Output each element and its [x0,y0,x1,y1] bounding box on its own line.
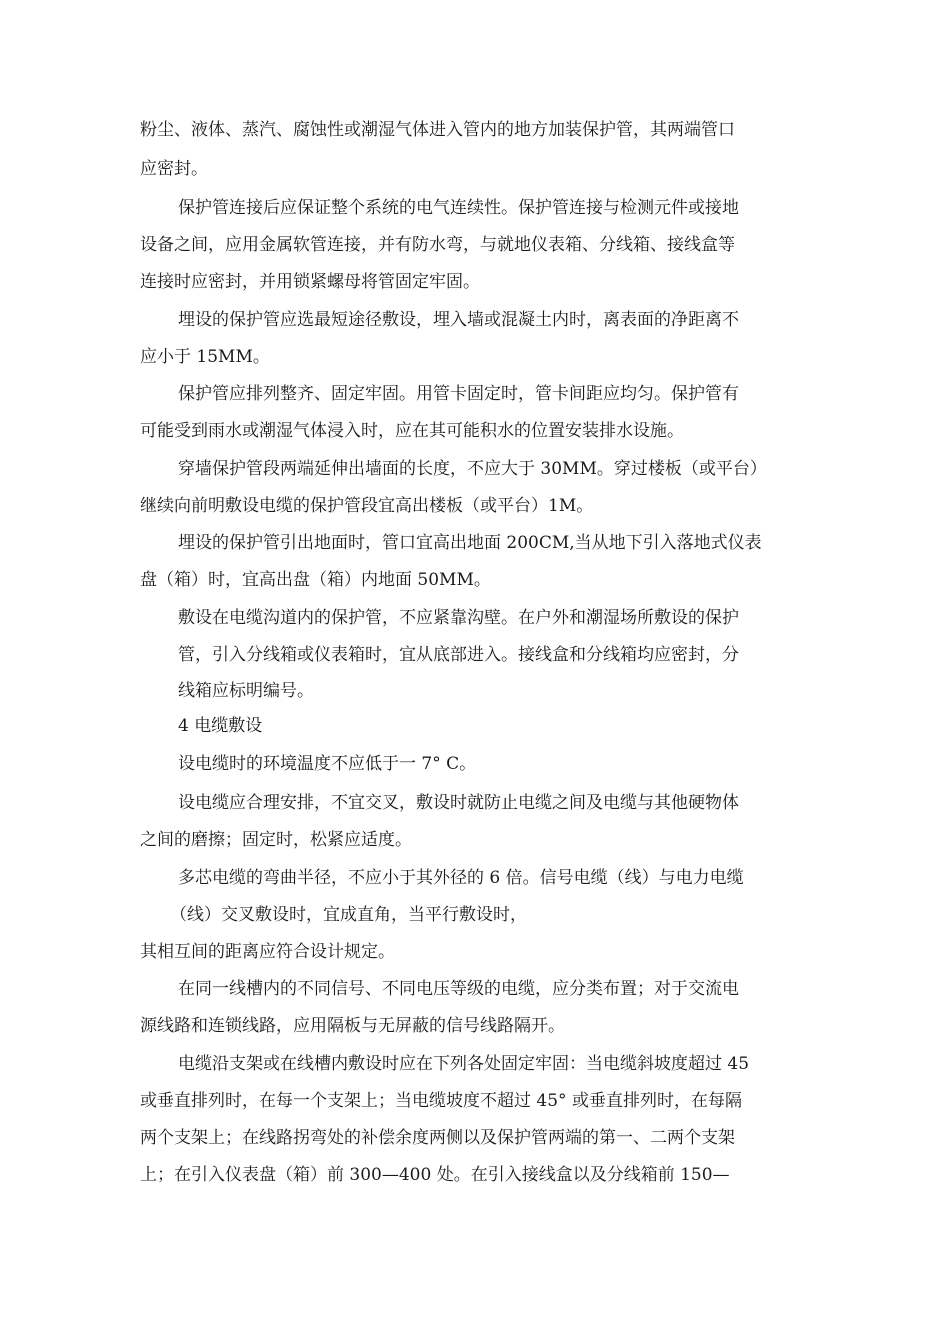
text-line: 设备之间，应用金属软管连接，并有防水弯，与就地仪表箱、分线箱、接线盒等 [140,235,735,255]
text-line: 敷设在电缆沟道内的保护管，不应紧靠沟壁。在户外和潮湿场所敷设的保护 [178,608,739,628]
text-line: 上；在引入仪表盘（箱）前 300—400 处。在引入接线盒以及分线箱前 150— [140,1165,730,1185]
text-line: 可能受到雨水或潮湿气体浸入时，应在其可能积水的位置安装排水设施。 [140,421,684,441]
text-line: 电缆沿支架或在线槽内敷设时应在下列各处固定牢固：当电缆斜坡度超过 45 [178,1054,750,1074]
text-line: 之间的磨擦；固定时，松紧应适度。 [140,830,412,850]
text-line: 保护管连接后应保证整个系统的电气连续性。保护管连接与检测元件或接地 [178,198,739,218]
text-line: 或垂直排列时，在每一个支架上；当电缆坡度不超过 45° 或垂直排列时，在每隔 [140,1091,742,1111]
text-line: 连接时应密封，并用锁紧螺母将管固定牢固。 [140,272,480,292]
text-line: 其相互间的距离应符合设计规定。 [140,942,395,962]
text-line: 埋设的保护管应选最短途径敷设，埋入墙或混凝土内时，离表面的净距离不 [178,310,739,330]
text-line: 多芯电缆的弯曲半径，不应小于其外径的 6 倍。信号电缆（线）与电力电缆 [178,868,744,888]
text-line: （线）交叉敷设时，宜成直角，当平行敷设时， [170,905,527,925]
text-line: 应小于 15MM。 [140,347,270,367]
text-line: 盘（箱）时，宜高出盘（箱）内地面 50MM。 [140,570,491,590]
text-line: 源线路和连锁线路，应用隔板与无屏蔽的信号线路隔开。 [140,1016,565,1036]
text-line: 设电缆应合理安排，不宜交叉，敷设时就防止电缆之间及电缆与其他硬物体 [178,793,739,813]
text-line: 粉尘、液体、蒸汽、腐蚀性或潮湿气体进入管内的地方加装保护管，其两端管口 [140,120,735,140]
text-line: 保护管应排列整齐、固定牢固。用管卡固定时，管卡间距应均匀。保护管有 [178,384,739,404]
text-line: 管，引入分线箱或仪表箱时，宜从底部进入。接线盒和分线箱均应密封，分 [178,645,739,665]
text-line: 埋设的保护管引出地面时，管口宜高出地面 200CM,当从地下引入落地式仪表 [178,533,762,553]
text-line: 在同一线槽内的不同信号、不同电压等级的电缆，应分类布置；对于交流电 [178,979,739,999]
text-line: 线箱应标明编号。 [178,681,314,701]
text-line: 两个支架上；在线路拐弯处的补偿余度两侧以及保护管两端的第一、二两个支架 [140,1128,735,1148]
text-line: 设电缆时的环境温度不应低于一 7° C。 [178,754,477,774]
section-heading: 4 电缆敷设 [178,716,263,736]
text-line: 穿墙保护管段两端延伸出墙面的长度，不应大于 30MM。穿过楼板（或平台） [178,459,767,479]
text-line: 应密封。 [140,159,208,179]
text-line: 继续向前明敷设电缆的保护管段宜高出楼板（或平台）1M。 [140,496,594,516]
